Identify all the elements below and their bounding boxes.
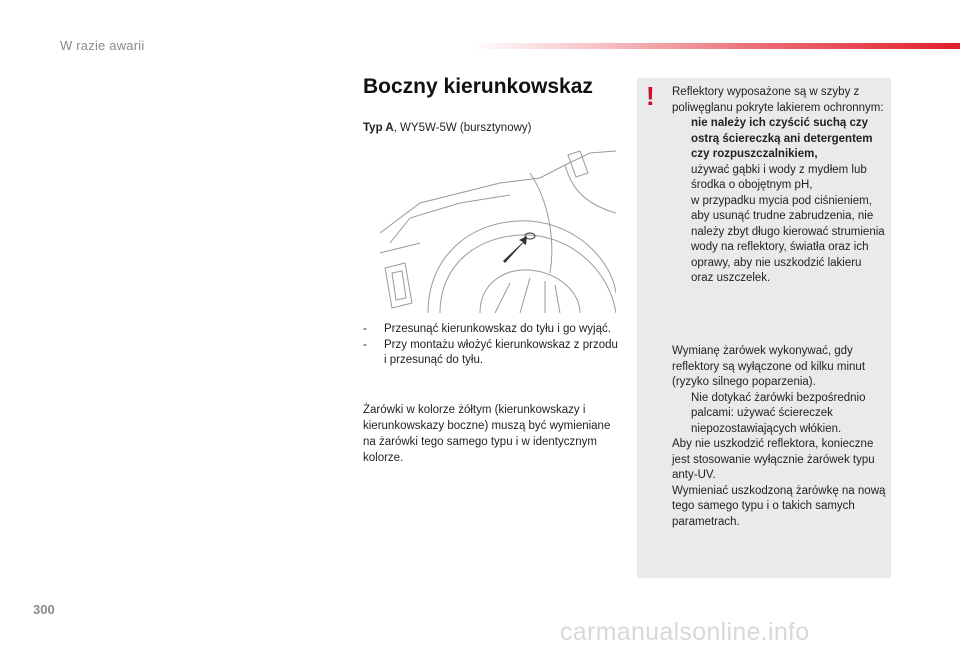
info-intro: Wymianę żarówek wykonywać, gdy reflektory są wyłączone od kilku minut (ryzyko silnego poparzenia).	[672, 345, 866, 388]
bulb-color-note: Żarówki w kolorze żółtym (kierunkowskazy i kierunkowskazy boczne) muszą być wymieniane na żarówki tego samego typu i w identycznym kolorze.	[363, 404, 611, 464]
info-text	[672, 344, 887, 530]
bulb-type-line	[363, 122, 531, 134]
bulb-type-label: Typ A	[363, 122, 394, 134]
list-item	[363, 338, 623, 369]
info-paragraph: Wymieniać uszkodzoną żarówkę na nową tego samego typu i o takich samych parametrach.	[672, 484, 886, 528]
step-text: Przy montażu włożyć kierunkowskaz z przodu i przesunąć do tyłu.	[384, 338, 618, 366]
list-item	[672, 163, 887, 194]
list-item	[672, 194, 887, 287]
warning-bullet-text: używać gąbki i wody z mydłem lub środka o obojętnym pH,	[691, 163, 867, 191]
list-item	[363, 322, 623, 338]
info-paragraph: Aby nie uszkodzić reflektora, konieczne jest stosowanie wyłącznie żarówek typu anty-UV.	[672, 438, 875, 481]
warning-text	[672, 85, 887, 287]
bulb-type-desc: , WY5W-5W (bursztynowy)	[393, 122, 532, 134]
side-indicator-illustration	[380, 143, 616, 313]
list-item	[672, 391, 887, 438]
watermark: carmanualsonline.info	[560, 618, 810, 646]
section-title: Boczny kierunkowskaz	[363, 75, 593, 98]
list-item	[672, 116, 887, 163]
chapter-title: W razie awarii	[60, 38, 145, 53]
step-marker: -	[363, 323, 367, 335]
info-bullet-text: Nie dotykać żarówki bezpośrednio palcami: używać ściereczek niepozostawiających włókien.	[691, 391, 866, 435]
page-number: 300	[33, 602, 55, 617]
warning-bullet-text: nie należy ich czyścić suchą czy ostrą ściereczką ani detergentem czy rozpuszczalnikiem,	[691, 117, 873, 160]
step-text: Przesunąć kierunkowskaz do tyłu i go wyjąć.	[384, 323, 611, 335]
warning-intro: Reflektory wyposażone są w szyby z poliwęglanu pokryte lakierem ochronnym:	[672, 86, 884, 114]
exclamation-icon: !	[646, 81, 655, 111]
procedure-steps	[363, 322, 623, 369]
step-marker: -	[363, 338, 367, 351]
warning-bullet-text: w przypadku mycia pod ciśnieniem, aby usunąć trudne zabrudzenia, nie należy zbyt długo kierować strumienia wody na reflektory, światła oraz ich oprawy, aby nie uszkodzić lakieru oraz uszczelek.	[691, 194, 885, 284]
header-accent-bar	[470, 43, 960, 49]
